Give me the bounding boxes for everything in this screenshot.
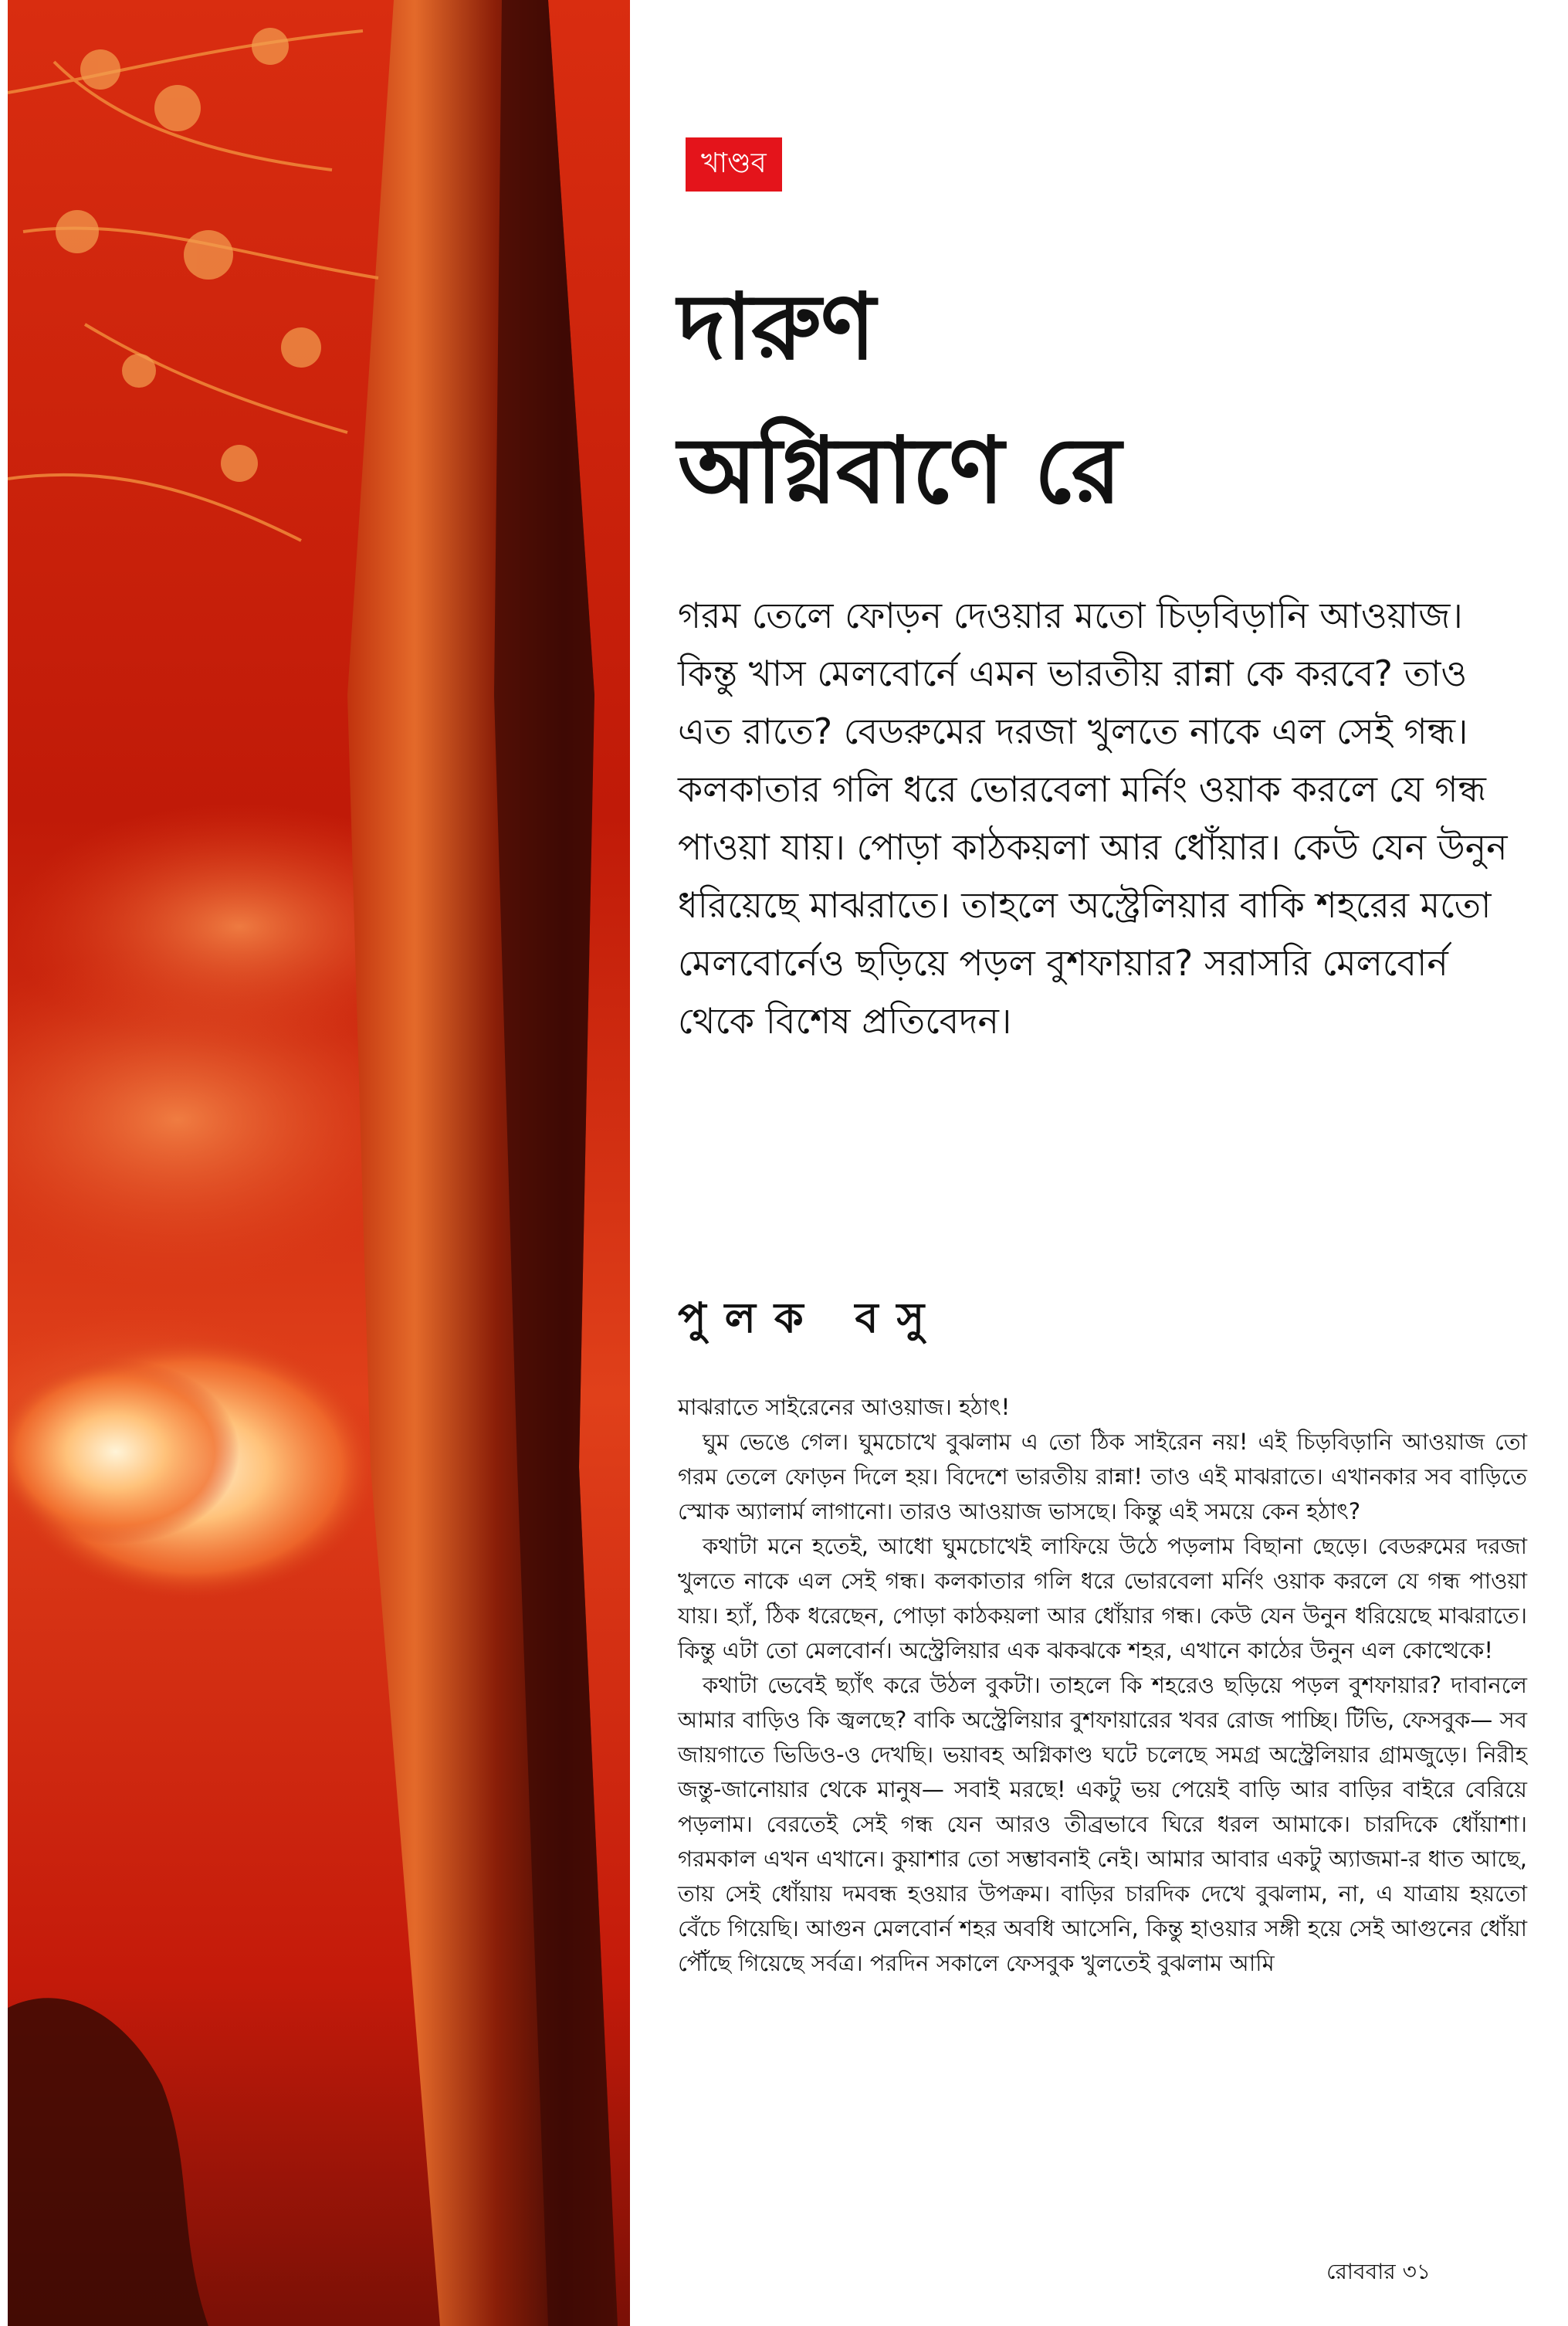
- article-body: [678, 1390, 1527, 1981]
- standfirst: গরম তেলে ফোড়ন দেওয়ার মতো চিড়বিড়ানি আওয়াজ। কিন্তু খাস মেলবোর্নে এমন ভারতীয় রান্না কে করবে? তাও এত রাতে? বেডরুমের দরজা খুলতে নাকে এল সেই গন্ধ। কলকাতার গলি ধরে ভোরবেলা মর্নিং ওয়াক করলে যে গন্ধ পাওয়া যায়। পোড়া কাঠকয়লা আর ধোঁয়ার। কেউ যেন উনুন ধরিয়েছে মাঝরাতে। তাহলে অস্ট্রেলিয়ার বাকি শহরের মতো মেলবোর্নেও ছড়িয়ে পড়ল বুশফায়ার? সরাসরি মেলবোর্ন থেকে বিশেষ প্রতিবেদন।: [678, 595, 1508, 1042]
- body-paragraph: কথাটা ভেবেই ছ্যাঁৎ করে উঠল বুকটা। তাহলে কি শহরেও ছড়িয়ে পড়ল বুশফায়ার? দাবানলে আমার বাড়িও কি জ্বলছে? বাকি অস্ট্রেলিয়ার বুশফায়ারের খবর রোজ পাচ্ছি। টিভি, ফেসবুক— সব জায়গাতে ভিডিও-ও দেখছি। ভয়াবহ অগ্নিকাণ্ড ঘটে চলেছে সমগ্র অস্ট্রেলিয়ার গ্রামজুড়ে। নিরীহ জন্তু-জানোয়ার থেকে মানুষ— সবাই মরছে! একটু ভয় পেয়েই বাড়ি আর বাড়ির বাইরে বেরিয়ে পড়লাম। বেরতেই সেই গন্ধ যেন আরও তীব্রভাবে ঘিরে ধরল আমাকে। চারদিকে ধোঁয়াশা। গরমকাল এখন এখানে। কুয়াশার তো সম্ভাবনাই নেই। আমার আবার একটু অ্যাজমা-র ধাত আছে, তায় সেই ধোঁয়ায় দমবন্ধ হওয়ার উপক্রম। বাড়ির চারদিক দেখে বুঝলাম, না, এ যাত্রায় হয়তো বেঁচে গিয়েছি। আগুন মেলবোর্ন শহর অবধি আসেনি, কিন্তু হাওয়ার সঙ্গী হয়ে সেই আগুনের ধোঁয়া পৌঁছে গিয়েছে সর্বত্র। পরদিন সকালে ফেসবুক খুলতেই বুঝলাম আমি: [678, 1672, 1527, 1976]
- body-paragraph: মাঝরাতে সাইরেনের আওয়াজ। হঠাৎ!: [678, 1394, 1011, 1420]
- body-paragraph: কথাটা মনে হতেই, আধো ঘুমচোখেই লাফিয়ে উঠে পড়লাম বিছানা ছেড়ে। বেডরুমের দরজা খুলতে নাকে এল সেই গন্ধ। কলকাতার গলি ধরে ভোরবেলা মর্নিং ওয়াক করলে যে গন্ধ পাওয়া যায়। হ্যাঁ, ঠিক ধরেছেন, পোড়া কাঠকয়লা আর ধোঁয়ার গন্ধ। কেউ যেন উনুন ধরিয়েছে মাঝরাতে। কিন্তু এটা তো মেলবোর্ন। অস্ট্রেলিয়ার এক ঝকঝকে শহর, এখানে কাঠের উনুন এল কোত্থেকে!: [678, 1533, 1527, 1663]
- headline: [678, 255, 1527, 542]
- page-folio: রোববার ৩১: [1326, 2259, 1431, 2284]
- headline-line-2: অগ্নিবাণে রে: [678, 417, 1121, 524]
- body-paragraph: ঘুম ভেঙে গেল। ঘুমচোখে বুঝলাম এ তো ঠিক সাইরেন নয়! এই চিড়বিড়ানি আওয়াজ তো গরম তেলে ফোড়ন দিলে হয়। বিদেশে ভারতীয় রান্না! তাও এই মাঝরাতে। এখানকার সব বাড়িতে স্মোক অ্যালার্ম লাগানো। তারও আওয়াজ ভাসছে। কিন্তু এই সময়ে কেন হঠাৎ?: [678, 1429, 1527, 1524]
- bushfire-photo: [8, 0, 630, 2326]
- byline: পুলক বসু: [678, 1294, 943, 1342]
- section-tag: খাণ্ডব: [686, 137, 782, 192]
- headline-line-1: দারুণ: [678, 273, 875, 380]
